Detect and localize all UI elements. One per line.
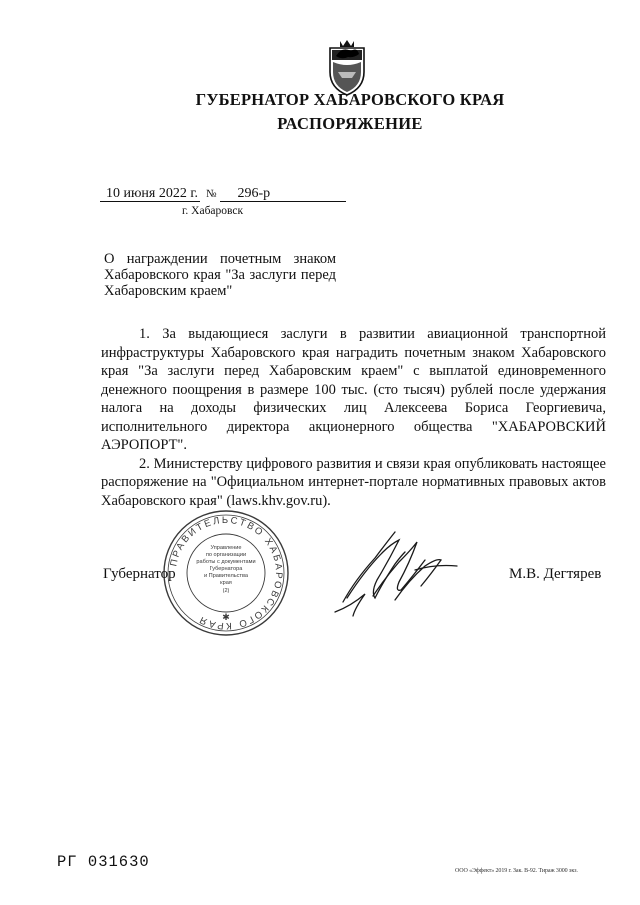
document-date: 10 июня 2022 г. [100,186,200,202]
svg-text:края: края [220,580,232,586]
svg-text:✱: ✱ [222,612,230,622]
paragraph-2: 2. Министерству цифрового развития и связи края опубликовать настоящее распоряжение на "Официальном интернет-портале нормативных правовых актов Хабаровского края" (laws.khv.gov.ru). [101,455,606,509]
printer-imprint: ООО «Эффект» 2019 г. Зак. В-92. Тираж 3000 экз. [455,868,578,874]
svg-text:и Правительства: и Правительства [204,573,248,579]
signatory-role: Губернатор [103,566,176,582]
svg-text:Управление: Управление [210,545,242,551]
number-sign: № [206,188,217,200]
khabarovsk-coat-of-arms-icon [324,38,370,98]
svg-text:Губернатора: Губернатора [209,566,243,572]
form-serial-number: РГ 031630 [57,853,150,871]
svg-text:ПРАВИТЕЛЬСТВО ХАБАРОВСКОГО КРА: ПРАВИТЕЛЬСТВО ХАБАРОВСКОГО КРАЯ [168,514,285,632]
official-stamp [160,507,292,639]
svg-text:(2): (2) [222,588,230,594]
paragraph-1: 1. За выдающиеся заслуги в развитии авиационной транспортной инфраструктуры Хабаровского края наградить почетным знаком Хабаровского края "За заслуги перед Хабаровским краем" с выплатой единовременного денежного поощрения в размере 100 тыс. (сто тысяч) рублей после удержания налога на доходы физических лиц Алексеева Бориса Георгиевича, исполнительного директора акционерного общества "ХАБАРОВСКИЙ АЭРОПОРТ". [101,326,606,453]
signatory-name: М.В. Дегтярев [509,566,602,582]
svg-text:работы с документами: работы с документами [196,559,256,565]
document-number: 296-р [220,186,346,202]
date-number-line [100,186,346,202]
document-body [101,325,606,510]
handwritten-signature [325,520,475,620]
org-title: ГУБЕРНАТОР ХАБАРОВСКОГО КРАЯ [195,90,505,109]
document-subject: О награждении почетным знаком Хабаровского края "За заслуги перед Хабаровским краем" [104,251,336,299]
document-city: г. Хабаровск [182,205,244,217]
document-type: РАСПОРЯЖЕНИЕ [277,114,423,133]
svg-text:по организации: по организации [205,552,247,558]
